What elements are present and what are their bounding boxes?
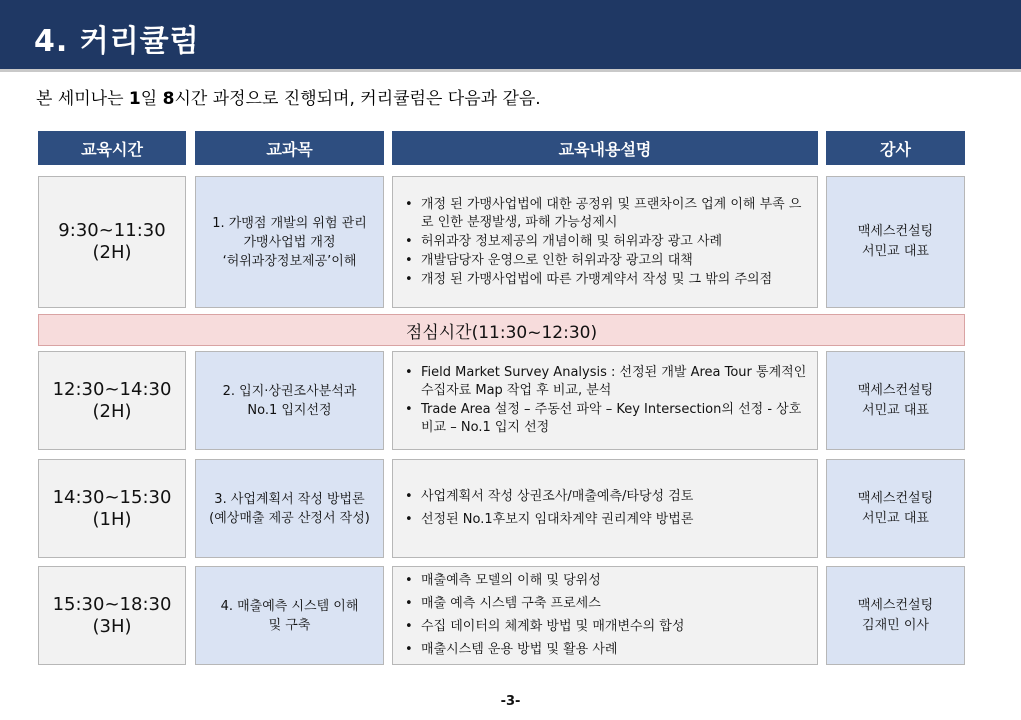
session-3-content-cell: [392, 459, 818, 558]
session-2-instructor-cell: [826, 351, 965, 450]
list-item: • 선정된 No.1후보지 임대차계약 권리계약 방법론: [401, 509, 693, 531]
content-list: [401, 363, 811, 438]
session-2-content-cell: [392, 351, 818, 450]
session-time: 12:30~14:30: [52, 378, 172, 400]
subject-line: 가맹사업법 개정: [243, 234, 336, 250]
title-bar: [0, 0, 1021, 72]
session-3-time-cell: [38, 459, 186, 558]
instructor-company: 맥세스컨설팅: [857, 490, 934, 506]
list-item: • 매출예측 모델의 이해 및 당위성: [401, 570, 684, 592]
instructor-name: 서민교 대표: [862, 510, 929, 526]
page-title: 4. 커리큘럼: [34, 24, 200, 59]
list-item: • 개발담당자 운영으로 인한 허위과장 광고의 대책: [401, 252, 811, 270]
session-4-content-cell: [392, 566, 818, 665]
session-time: 15:30~18:30: [52, 593, 172, 615]
content-list: [401, 569, 684, 662]
session-3-instructor-cell: [826, 459, 965, 558]
list-item: • Trade Area 설정 – 주동선 파악 – Key Intersection의 선정 - 상호비교 – No.1 입지 선정: [401, 401, 811, 437]
subject-line: (예상매출 제공 산정서 작성): [209, 510, 370, 526]
session-1-subject-cell: [195, 176, 384, 308]
session-duration: (2H): [92, 400, 132, 422]
session-1-instructor-cell: [826, 176, 965, 308]
intro-mid2: 시간 과정으로 진행되며, 커리큘럼은 다음과 같음.: [174, 89, 541, 109]
page-number: -3-: [500, 694, 521, 709]
content-list: [401, 195, 811, 290]
subject-line: No.1 입지선정: [247, 402, 332, 418]
instructor-company: 맥세스컨설팅: [857, 224, 934, 239]
session-duration: (3H): [92, 615, 132, 637]
instructor-company: 맥세스컨설팅: [857, 597, 934, 613]
list-item: • 개정 된 가맹사업법에 대한 공정위 및 프랜차이즈 업계 이해 부족 으로 인한 분쟁발생, 파해 가능성제시: [401, 196, 811, 232]
session-2-subject-cell: [195, 351, 384, 450]
subject-line: 3. 사업계획서 작성 방법론: [214, 491, 365, 507]
list-item: • 매출 예측 시스템 구축 프로세스: [401, 593, 684, 615]
instructor-name: 서민교 대표: [862, 244, 929, 259]
session-4-instructor-cell: [826, 566, 965, 665]
session-2-time-cell: [38, 351, 186, 450]
intro-text: [36, 84, 541, 109]
list-item: • 허위과장 정보제공의 개념이해 및 허위과장 광고 사례: [401, 233, 811, 251]
session-3-subject-cell: [195, 459, 384, 558]
session-4-subject-cell: [195, 566, 384, 665]
intro-hours: 8: [162, 89, 175, 109]
list-item: • Field Market Survey Analysis : 선정된 개발 Area Tour 통계적인 수집자료 Map 작업 후 비교, 분석: [401, 364, 811, 400]
list-item: • 수집 데이터의 체계화 방법 및 매개변수의 합성: [401, 616, 684, 638]
list-item: • 사업계획서 작성 상권조사/매출예측/타당성 검토: [401, 486, 693, 508]
subject-line: 및 구축: [268, 617, 311, 633]
intro-days: 1: [128, 89, 141, 109]
header-subject: 교과목: [195, 131, 384, 165]
list-item: • 매출시스템 운용 방법 및 활용 사례: [401, 639, 684, 661]
session-1-content-cell: [392, 176, 818, 308]
content-list: [401, 485, 693, 532]
session-4-time-cell: [38, 566, 186, 665]
header-instructor: 강사: [826, 131, 965, 165]
header-content: 교육내용설명: [392, 131, 818, 165]
header-time: 교육시간: [38, 131, 186, 165]
instructor-name: 서민교 대표: [862, 402, 929, 418]
subject-line: 4. 매출예측 시스템 이해: [220, 598, 359, 614]
instructor-name: 김재민 이사: [862, 617, 929, 633]
session-1-time-cell: [38, 176, 186, 308]
intro-mid1: 일: [140, 89, 163, 109]
subject-line: 1. 가맹점 개발의 위험 관리: [212, 215, 367, 231]
session-time: 14:30~15:30: [52, 486, 172, 508]
subject-line: 2. 입지·상권조사분석과: [222, 383, 357, 399]
instructor-company: 맥세스컨설팅: [857, 382, 934, 398]
list-item: • 개정 된 가맹사업법에 따른 가맹계약서 작성 및 그 밖의 주의점: [401, 271, 811, 289]
subject-line: ‘허위과장정보제공’이해: [222, 253, 357, 269]
intro-prefix: 본 세미나는: [36, 89, 129, 109]
session-time: 9:30~11:30: [58, 220, 166, 241]
lunch-row: 점심시간(11:30~12:30): [38, 314, 965, 346]
session-duration: (1H): [92, 508, 132, 530]
session-duration: (2H): [92, 242, 132, 263]
